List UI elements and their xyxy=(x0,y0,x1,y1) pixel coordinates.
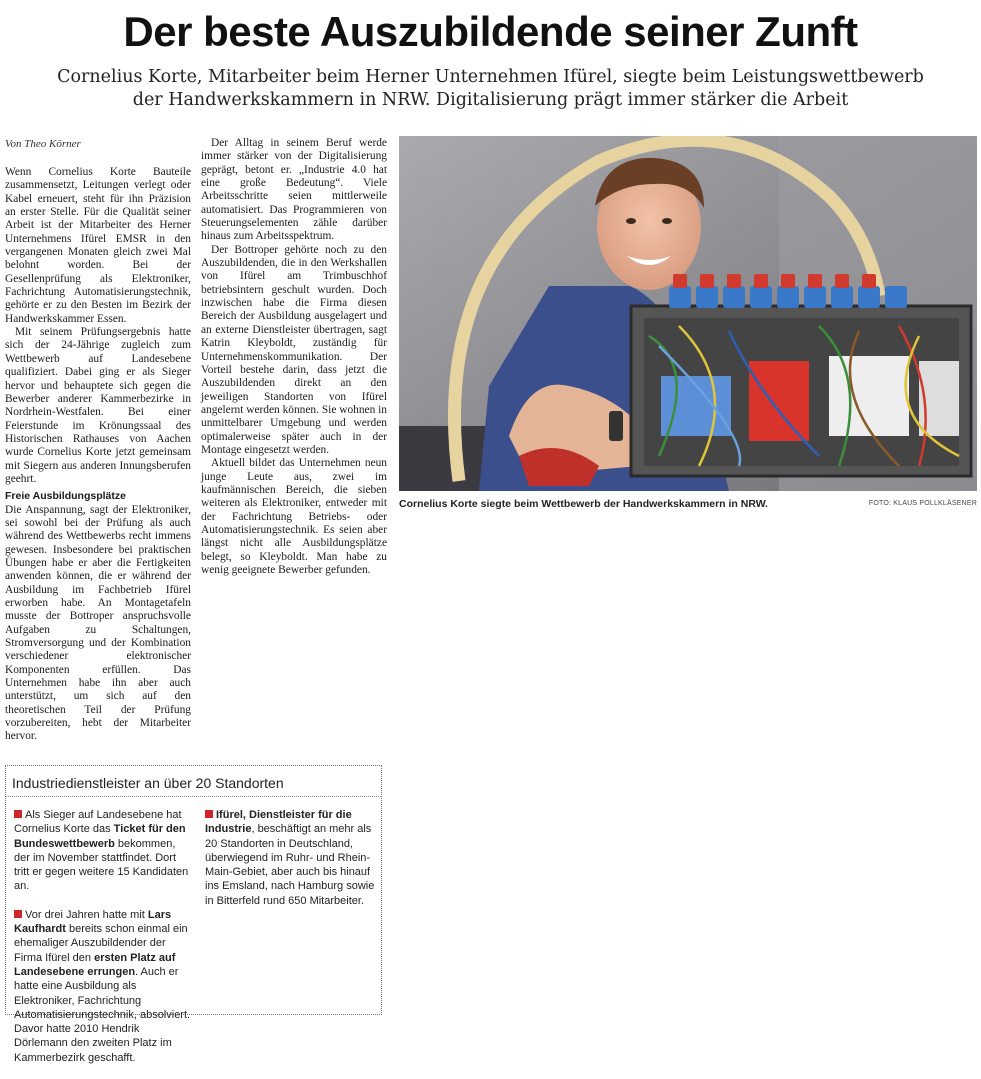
article-column-2 xyxy=(201,137,387,577)
photo-illustration xyxy=(399,136,977,491)
article-paragraph: Aktuell bildet das Unternehmen neun junge Leute aus, zwei im kaufmännischen Bereich, die sieben weiteren als Elektroniker, entweder mit der Fachrichtung Betriebs- oder Automatisierungstechnik. Es seien aber längst nicht alle Ausbildungsplätze belegt, so Kleyboldt. Man habe zu wenig geeignete Bewerber gefunden. xyxy=(201,457,387,576)
info-item: Vor drei Jahren hatte mit Lars Kaufhardt bereits schon einmal ein ehemaliger Auszubildender der Firma Ifürel den ersten Platz auf Landesebene errungen. Auch er hatte eine Ausbildung als Elektroniker, Fachrichtung Automatisierungstechnik, absolviert. Davor hatte 2010 Hendrik Dörlemann den zweiten Platz im Kammerbezirk geschafft. xyxy=(14,908,191,1064)
byline: Von Theo Körner xyxy=(5,138,81,150)
article-photo xyxy=(399,136,977,491)
bullet-square-icon xyxy=(205,810,213,818)
info-box-title: Industriedienstleister an über 20 Standorten xyxy=(12,775,284,791)
info-box-column-1 xyxy=(14,808,194,1079)
article-subhead: Freie Ausbildungsplätze xyxy=(5,490,126,503)
bullet-square-icon xyxy=(14,910,22,918)
info-box-column-2 xyxy=(205,808,377,922)
headline: Der beste Auszubildende seiner Zunft xyxy=(123,8,858,55)
info-item: Als Sieger auf Landesebene hat Cornelius Korte das Ticket für den Bundeswettbewerb bekommen, der im November stattfindet. Dort tritt er gegen weitere 15 Kandidaten an. xyxy=(14,809,189,893)
article-paragraph: Der Bottroper gehörte noch zu den Auszubildenden, die in den Werkshallen von Ifürel am Trimbuschhof betriebsintern geschult wurden. Doch inzwischen habe die Firma diesen Bereich der Ausbildung ausgelagert und an externe Dienstleister übertragen, sagt Katrin Kleyboldt, zuständig für Unternehmenskommunikation. Der Vorteil bestehe darin, dass jetzt die Auszubildenden direkt an den jeweiligen Standorten von Ifürel angelernt werden können. Sie wohnen in unmittelbarer Umgebung und werden optimalerweise später auch in der Montage eingesetzt werden. xyxy=(201,243,387,456)
article-paragraph: Wenn Cornelius Korte Bauteile zusammensetzt, Leitungen verlegt oder Kabel erneuert, steht für ihn Präzision an erster Stelle. Für die Qualität seiner Arbeit ist der Mitarbeiter des Herner Unternehmens Ifürel EMSR in den vergangenen Monaten gleich zwei Mal belohnt worden. Bei der Gesellenprüfung als Elektroniker, Fachrichtung Automatisierungstechnik, gehörte er zu den Besten im Bezirk der Handwerkskammer Essen. xyxy=(5,166,191,325)
article-paragraph: Mit seinem Prüfungsergebnis hatte sich der 24-Jährige zugleich zum Wettbewerb auf Landesebene qualifiziert. Dabei ging er als Sieger hervor und behauptete sich gegen die Bewerber anderer Kammerbezirke in Nordrhein-Westfalen. Bei einer Feierstunde im Krönungssaal des Historischen Rathauses von Aachen wurde Cornelius Korte jetzt gemeinsam mit Siegern aus anderen Innungsberufen geehrt. xyxy=(5,326,191,485)
info-item: Ifürel, Dienstleister für die Industrie, beschäftigt an mehr als 20 Standorten in Deutschland, überwiegend im Ruhr- und Rhein-Main-Gebiet, aber auch bis hinauf ins Emsland, nach Hamburg sowie in Bitterfeld rund 650 Mitarbeiter. xyxy=(205,809,375,907)
subline-line-2: der Handwerkskammern in NRW. Digitalisierung prägt immer stärker die Arbeit xyxy=(132,90,849,110)
bullet-square-icon xyxy=(14,810,22,818)
subline-line-1: Cornelius Korte, Mitarbeiter beim Herner Unternehmen Ifürel, siegte beim Leistungswettbewerb xyxy=(57,67,924,87)
photo-credit: FOTO: KLAUS POLLKLÄSENER xyxy=(868,500,977,507)
article-paragraph: Der Alltag in seinem Beruf werde immer stärker von der Digitalisierung geprägt, betont er. „Industrie 4.0 hat eine große Bedeutung“. Viele Arbeitsschritte seien mittlerweile automatisiert. Das Programmieren von Steuerungselementen zähle darüber hinaus zum Arbeitsspektrum. xyxy=(201,137,387,243)
article-column-1 xyxy=(5,166,191,744)
article-paragraph: Die Anspannung, sagt der Elektroniker, sei sowohl bei der Prüfung als auch während des Wettbewerbs recht immens gewesen. Insbesondere bei praktischen Übungen habe er aber die Fertigkeiten anwenden können, die er während der Ausbildung im Fachbetrieb Ifürel erworben habe. An Montagetafeln musste der Bottroper anspruchsvolle Aufgaben zu Schaltungen, Stromversorgung und der Kombination verschiedener elektronischer Komponenten erfüllen. Das Unternehmen habe ihn aber auch unterstützt, um sich auf den theoretischen Teil der Prüfung vorzubereiten, hebt der Mitarbeiter hervor. xyxy=(5,503,191,743)
photo-caption: Cornelius Korte siegte beim Wettbewerb der Handwerkskammern in NRW. xyxy=(399,498,768,510)
info-box xyxy=(5,765,382,1064)
subline xyxy=(30,66,951,112)
info-box-divider xyxy=(6,796,381,797)
